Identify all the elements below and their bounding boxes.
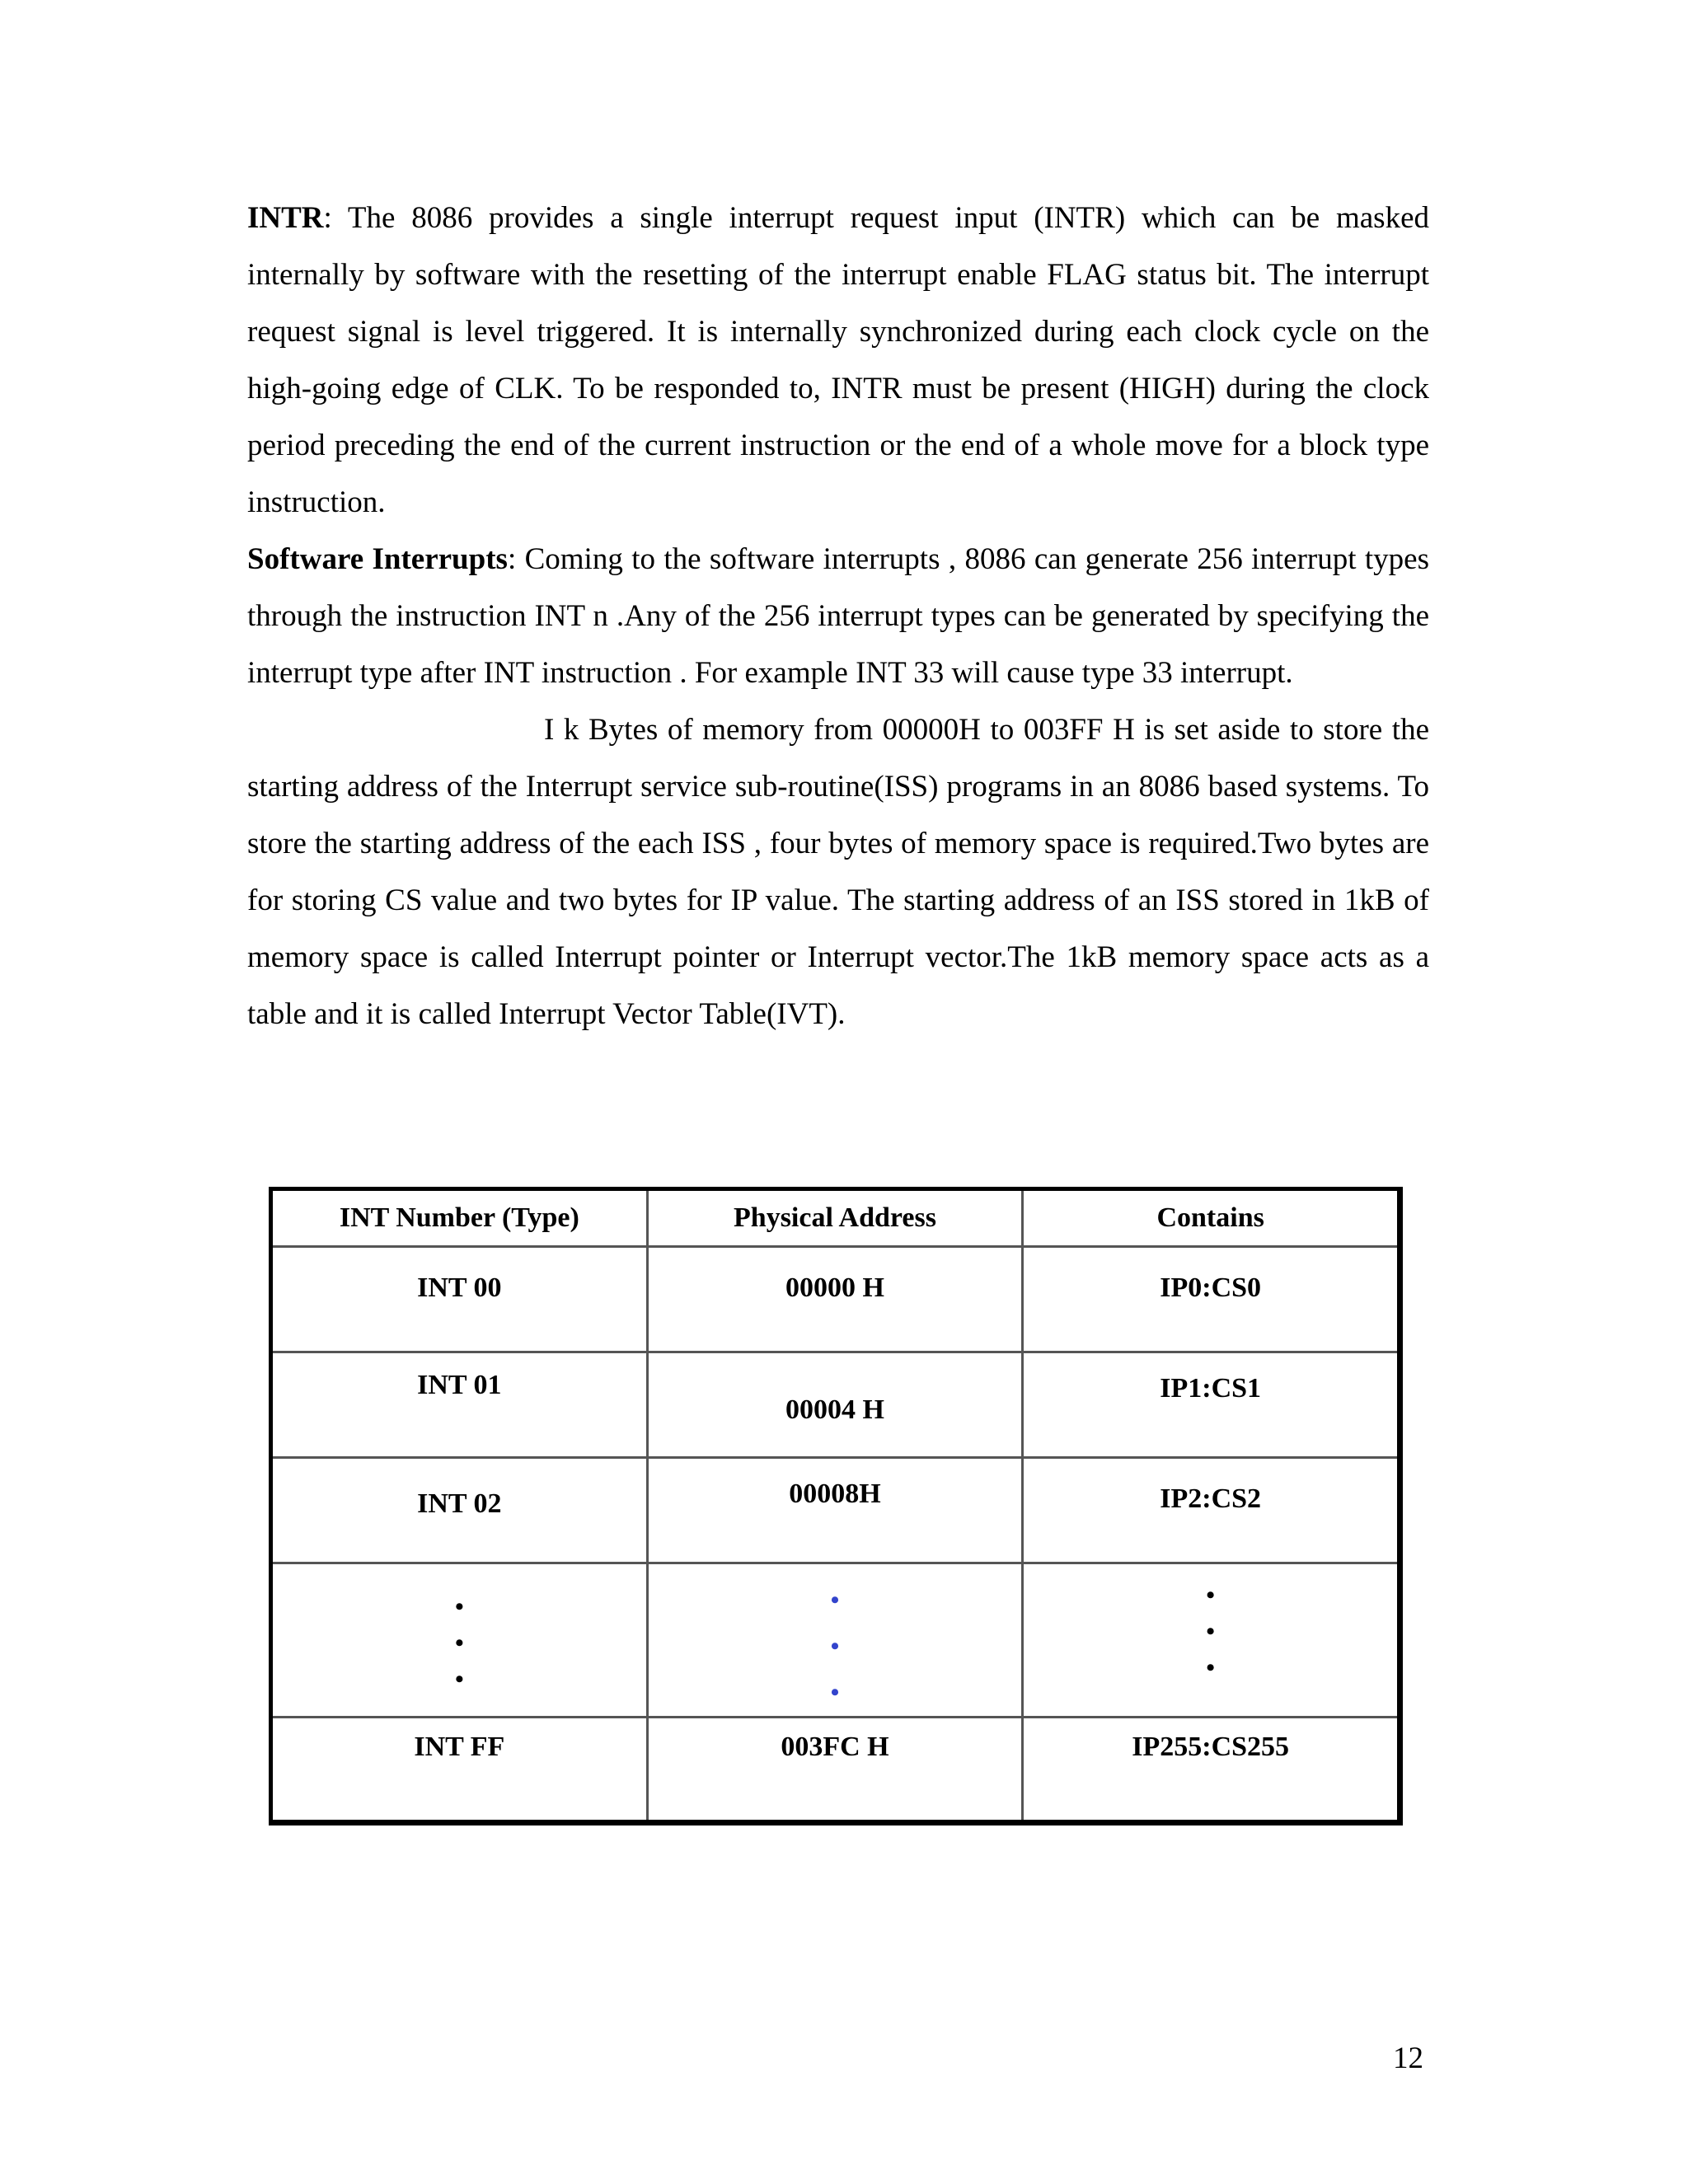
header-int-number: INT Number (Type)	[271, 1189, 648, 1247]
software-interrupts-paragraph	[247, 531, 1429, 701]
cell-physical-address: 003FC H	[647, 1718, 1023, 1823]
cell-int-number: INT 01	[271, 1352, 648, 1458]
cell-ellipsis	[647, 1563, 1023, 1718]
cell-physical-address: 00004 H	[647, 1352, 1023, 1458]
cell-ellipsis	[271, 1563, 648, 1718]
vertical-dots: • • •	[455, 1593, 464, 1693]
memory-paragraph	[247, 701, 1429, 1043]
cell-physical-address: 00000 H	[647, 1247, 1023, 1352]
body-text	[247, 190, 1429, 1043]
table-row	[271, 1718, 1400, 1823]
intr-text: : The 8086 provides a single interrupt request input (INTR) which can be masked internally by software with the resetting of the interrupt enable FLAG status bit. The interrupt request signal is level triggered. It is internally synchronized during each clock cycle on the high-going edge of CLK. To be responded to, INTR must be present (HIGH) during the clock period preceding the end of the current instruction or the end of a whole move for a block type instruction.	[247, 201, 1429, 519]
cell-contains: IP0:CS0	[1023, 1247, 1400, 1352]
table-row-ellipsis	[271, 1563, 1400, 1718]
table-row	[271, 1352, 1400, 1458]
interrupt-vector-table	[269, 1187, 1403, 1825]
header-physical-address: Physical Address	[647, 1189, 1023, 1247]
intr-paragraph	[247, 190, 1429, 531]
intr-heading: INTR	[247, 201, 324, 235]
cell-contains: IP2:CS2	[1023, 1458, 1400, 1563]
software-interrupts-heading: Software Interrupts	[247, 542, 508, 576]
vertical-dots: • • •	[1206, 1582, 1215, 1681]
page-number: 12	[1393, 2041, 1423, 2075]
cell-int-number: INT 02	[271, 1458, 648, 1563]
cell-ellipsis	[1023, 1563, 1400, 1718]
header-contains: Contains	[1023, 1189, 1400, 1247]
table-header-row	[271, 1189, 1400, 1247]
cell-int-number: INT FF	[271, 1718, 648, 1823]
cell-int-number: INT 00	[271, 1247, 648, 1352]
cell-physical-address: 00008H	[647, 1458, 1023, 1563]
software-interrupts-text: : Coming to the software interrupts , 8086 can generate 256 interrupt types through the instruction INT n .Any of the 256 interrupt types can be generated by specifying the interrupt type after INT instruction . For example INT 33 will cause type 33 interrupt.	[247, 542, 1429, 690]
memory-text: I k Bytes of memory from 00000H to 003FF H is set aside to store the starting address of the Interrupt service sub-routine(ISS) programs in an 8086 based systems. To store the starting address of the each ISS , four bytes of memory space is required.Two bytes are for storing CS value and two bytes for IP value. The starting address of an ISS stored in 1kB of memory space is called Interrupt pointer or Interrupt vector.The 1kB memory space acts as a table and it is called Interrupt Vector Table(IVT).	[247, 713, 1429, 1031]
cell-contains: IP255:CS255	[1023, 1718, 1400, 1823]
table-row	[271, 1247, 1400, 1352]
cell-contains: IP1:CS1	[1023, 1352, 1400, 1458]
table-row	[271, 1458, 1400, 1563]
vertical-dots: • • •	[830, 1586, 840, 1706]
